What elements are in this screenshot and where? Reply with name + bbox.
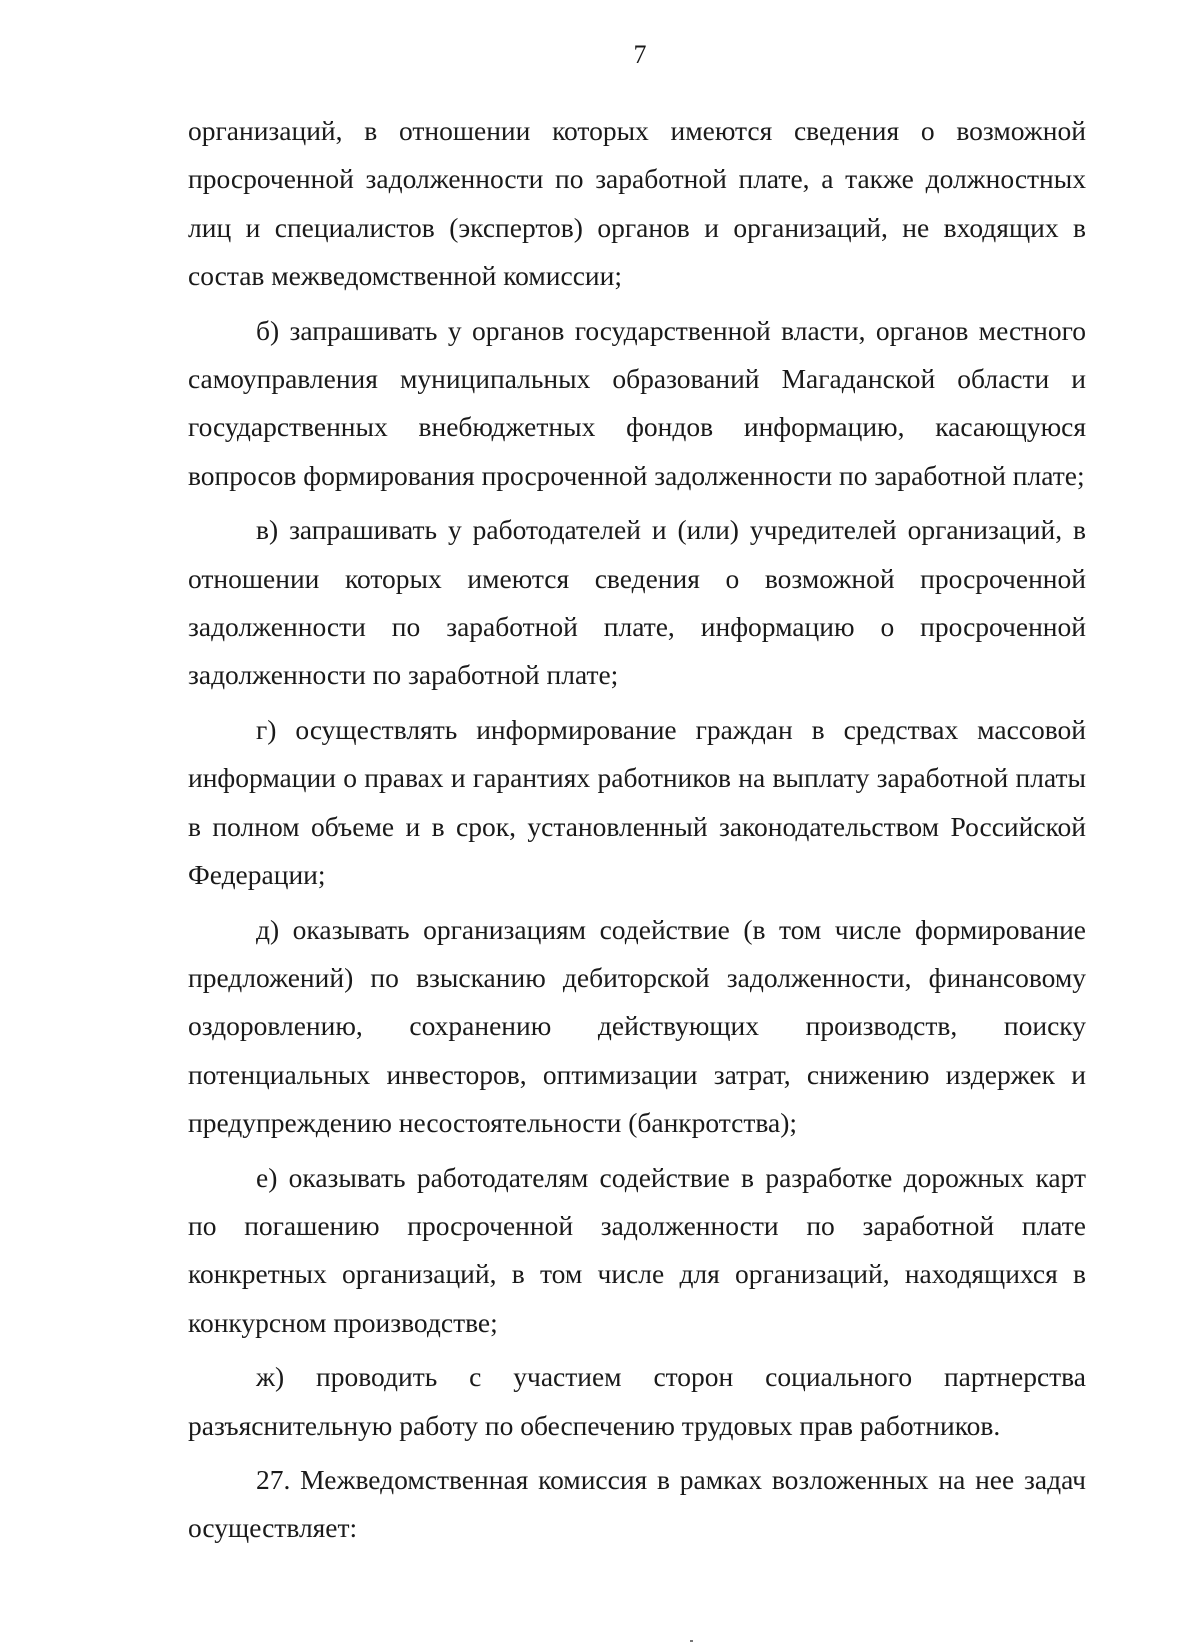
paragraph-item-v: в) запрашивать у работодателей и (или) учредителей организаций, в отношении которых имеются сведения о возможной просроченной задолженности по заработной плате, информацию о просроченной задолженности по заработной плате; (188, 514, 1086, 691)
paragraph-item-b: б) запрашивать у органов государственной власти, органов местного самоуправления муниципальных образований Магаданской области и государственных внебюджетных фондов информацию, касающуюся вопросов формирования просроченной задолженности по заработной плате; (188, 314, 1086, 491)
paragraph-item-g: г) осуществлять информирование граждан в средствах массовой информации о правах и гарантиях работников на выплату заработной платы в полном объеме и в срок, установленный законодательством Российской Федерации; (188, 713, 1086, 891)
paragraph-item-27: 27. Межведомственная комиссия в рамках возложенных на нее задач осуществляет: (188, 1463, 1086, 1544)
paragraph-item-d: д) оказывать организациям содействие (в том числе формирование предложений) по взысканию дебиторской задолженности, финансовому оздоровлению, сохранению действующих производств, поиску потенциальных инвесторов, оптимизации затрат, снижению издержек и предупреждению несостоятельности (банкротства); (188, 913, 1086, 1139)
document-body (188, 107, 1086, 1553)
paragraph-item-e: е) оказывать работодателям содействие в разработке дорожных карт по погашению просроченной задолженности по заработной плате конкретных организаций, в том числе для организаций, находящихся в конкурсном производстве; (188, 1161, 1086, 1338)
scan-artifact (690, 1640, 693, 1642)
page-number: 7 (633, 40, 647, 69)
paragraph-continuation: организаций, в отношении которых имеются сведения о возможной просроченной задолженности по заработной плате, а также должностных лиц и специалистов (экспертов) органов и организаций, не входящих в состав межведомственной комиссии; (188, 115, 1086, 292)
paragraph-item-zh: ж) проводить с участием сторон социального партнерства разъяснительную работу по обеспечению трудовых прав работников. (188, 1361, 1086, 1441)
